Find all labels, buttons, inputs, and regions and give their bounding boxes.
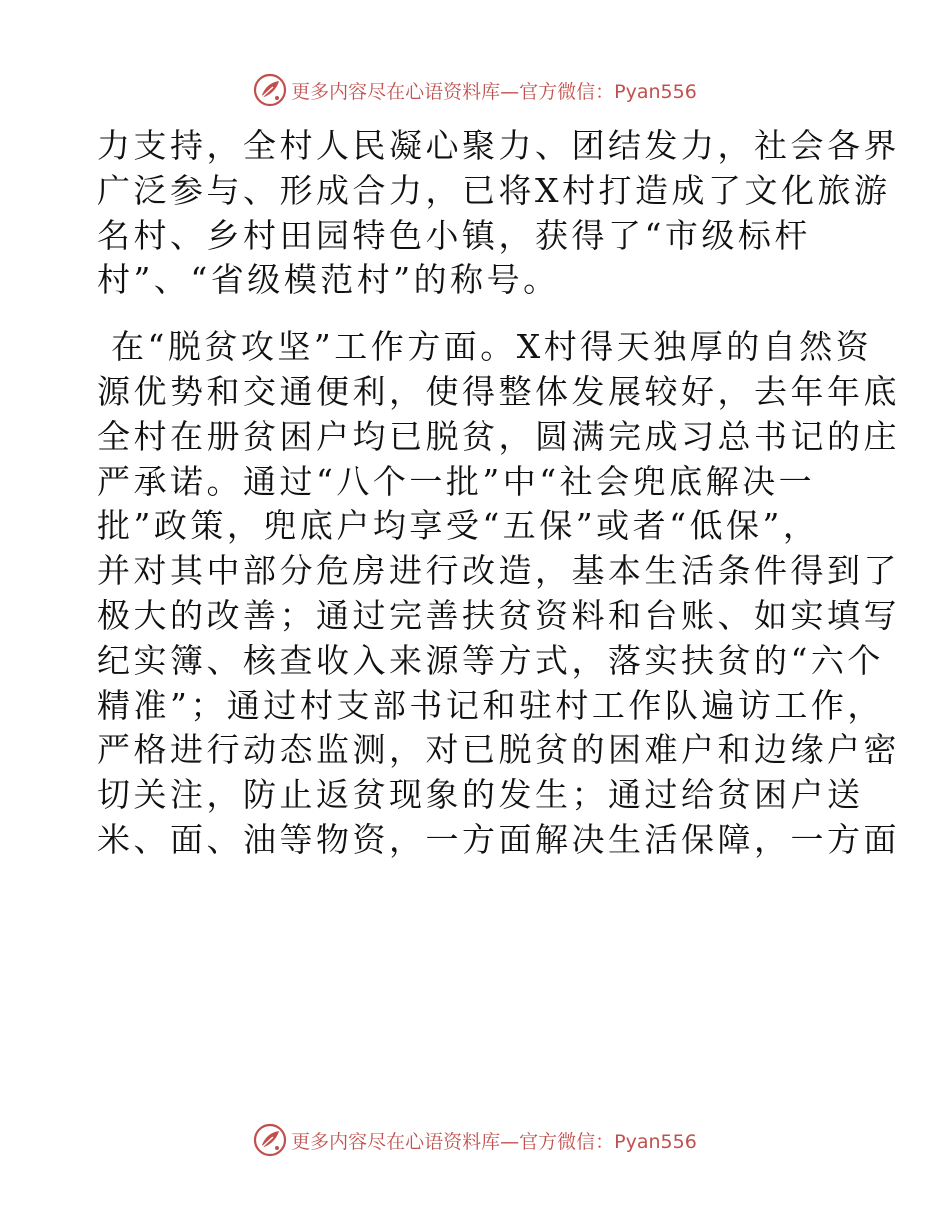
header-separator: — xyxy=(500,80,520,103)
text-line: 严承诺。通过“八个一批”中“社会兜底解决一 xyxy=(97,461,816,501)
text-line: 在“脱贫攻坚”工作方面。X村得天独厚的自然资 xyxy=(97,327,873,367)
footer-wechat-text: 官方微信：Pyan556 xyxy=(519,1130,697,1153)
book-leaf-logo-icon xyxy=(253,73,287,107)
header-wechat-text: 官方微信：Pyan556 xyxy=(519,80,697,103)
paragraph-1 xyxy=(97,124,900,303)
footer-brand-text: 更多内容尽在心语资料库 xyxy=(291,1130,501,1153)
text-line: 名村、乡村田园特色小镇，获得了“市级标杆 xyxy=(97,215,811,255)
text-line: 严格进行动态监测，对已脱贫的困难户和边缘户密 xyxy=(97,730,900,770)
paragraph-2 xyxy=(97,325,900,863)
page-header xyxy=(0,72,950,108)
page-footer xyxy=(0,1122,950,1158)
book-leaf-logo-icon xyxy=(253,1123,287,1157)
text-line: 村”、“省级模范村”的称号。 xyxy=(97,260,560,300)
footer-separator: — xyxy=(500,1130,520,1153)
text-line: 批”政策，兜底户均享受“五保”或者“低保”， xyxy=(97,506,820,546)
text-line: 全村在册贫困户均已脱贫，圆满完成习总书记的庄 xyxy=(97,416,900,456)
text-line: 切关注，防止返贫现象的发生；通过给贫困户送 xyxy=(97,775,864,815)
text-line: 力支持，全村人民凝心聚力、团结发力，社会各界 xyxy=(97,126,900,165)
header-brand-text: 更多内容尽在心语资料库 xyxy=(291,80,501,103)
text-line: 精准”；通过村支部书记和驻村工作队遍访工作， xyxy=(97,685,884,725)
text-line: 广泛参与、形成合力，已将X村打造成了文化旅游 xyxy=(97,170,891,210)
text-line: 源优势和交通便利，使得整体发展较好，去年年底 xyxy=(97,371,900,411)
text-line: 纪实簿、核查收入来源等方式，落实扶贫的“六个 xyxy=(97,640,884,680)
document-body xyxy=(97,124,900,863)
header-brand xyxy=(291,77,697,104)
text-line: 并对其中部分危房进行改造，基本生活条件得到了 xyxy=(97,551,900,591)
text-line: 米、面、油等物资，一方面解决生活保障，一方面 xyxy=(97,819,900,859)
text-line: 极大的改善；通过完善扶贫资料和台账、如实填写 xyxy=(97,595,900,635)
footer-brand xyxy=(291,1127,697,1154)
